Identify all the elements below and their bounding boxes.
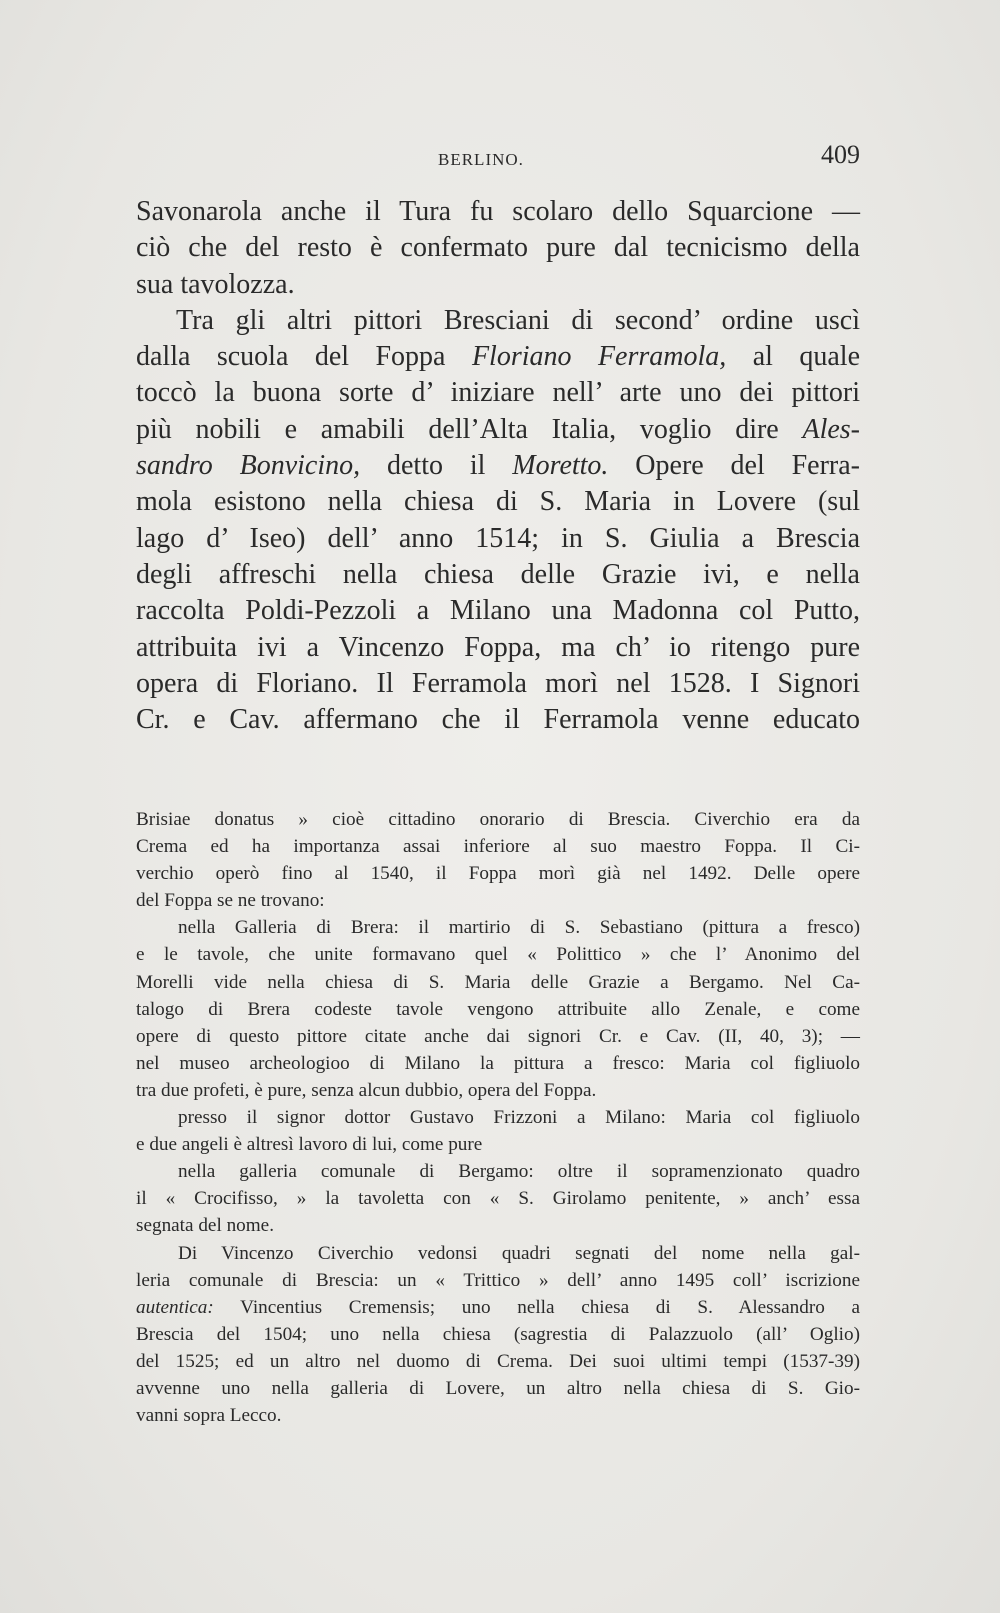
- text-line: ciò che del resto è confermato pure dal tecnicismo della: [136, 232, 860, 264]
- footnote-line: vanni sopra Lecco.: [136, 1405, 282, 1427]
- footnote-line: nel museo archeologioo di Milano la pittura a fresco: Maria col figliuolo: [136, 1052, 860, 1074]
- footnote-line: e le tavole, che unite formavano quel « Polittico » che l’ Anonimo del: [136, 944, 860, 966]
- text-line: [136, 448, 860, 484]
- text-line: toccò la buona sorte d’ iniziare nell’ arte uno dei pittori: [136, 377, 860, 409]
- footnote-line: nella galleria comunale di Bergamo: oltre il sopramenzionato quadro: [178, 1161, 860, 1183]
- footnote-line: tra due profeti, è pure, senza alcun dubbio, opera del Foppa.: [136, 1079, 597, 1101]
- text-line: attribuita ivi a Vincenzo Foppa, ma ch’ io ritengo pure: [136, 631, 860, 663]
- running-head: BERLINO.: [438, 150, 524, 169]
- footnote-para-1: [136, 806, 860, 914]
- painter-name-bonvicino: Ales-: [802, 413, 860, 445]
- footnote-line: [136, 1294, 860, 1321]
- footnotes: [136, 806, 860, 1429]
- text-line: Tra gli altri pittori Bresciani di second’ ordine uscì: [176, 304, 860, 336]
- footnote-line: del Foppa se ne trovano:: [136, 890, 325, 912]
- footnote-line: presso il signor dottor Gustavo Frizzoni a Milano: Maria col figliuolo: [178, 1107, 860, 1129]
- text-line: [136, 339, 860, 375]
- footnote-line: talogo di Brera codeste tavole vengono attribuite allo Zenale, e come: [136, 998, 860, 1020]
- main-text: [136, 194, 860, 738]
- footnote-line: leria comunale di Brescia: un « Trittico » dell’ anno 1495 coll’ iscrizione: [136, 1269, 860, 1291]
- text-line: [136, 412, 860, 448]
- text-span: al quale: [726, 341, 860, 373]
- text-line: Cr. e Cav. affermano che il Ferramola venne educato: [136, 704, 860, 736]
- footnote-line: verchio operò fino al 1540, il Foppa morì già nel 1492. Delle opere: [136, 863, 860, 885]
- text-span: dalla scuola del Foppa: [136, 341, 472, 373]
- paragraph-2: [136, 303, 860, 739]
- text-span: detto il: [360, 450, 513, 482]
- text-line: Savonarola anche il Tura fu scolaro dello Squarcione —: [136, 196, 860, 227]
- footnote-line: Brisiae donatus » cioè cittadino onorario di Brescia. Civerchio era da: [136, 809, 860, 830]
- footnote-line: Brescia del 1504; uno nella chiesa (sagrestia di Palazzuolo (all’ Oglio): [136, 1323, 860, 1345]
- text-line: raccolta Poldi-Pezzoli a Milano una Madonna col Putto,: [136, 595, 860, 627]
- page-number: 409: [821, 140, 860, 169]
- footnote-para-3: [136, 1104, 860, 1158]
- painter-name-bonvicino-cont: sandro Bonvicino,: [136, 450, 361, 482]
- footnote-line: segnata del nome.: [136, 1215, 274, 1237]
- text-span: Vincentius Cremensis; uno nella chiesa di S. Alessandro a: [213, 1296, 860, 1318]
- footnote-line: del 1525; ed un altro nel duomo di Crema. Dei suoi ultimi tempi (1537-39): [136, 1350, 860, 1372]
- text-line: opera di Floriano. Il Ferramola morì nel 1528. I Signori: [136, 667, 860, 699]
- text-line: sua tavolozza.: [136, 268, 295, 300]
- italic-term: autentica:: [136, 1296, 214, 1318]
- text-span: Opere del Ferra-: [608, 450, 861, 482]
- text-span: più nobili e amabili dell’Alta Italia, voglio dire: [136, 413, 803, 445]
- footnote-line: e due angeli è altresì lavoro di lui, come pure: [136, 1134, 483, 1156]
- text-line: mola esistono nella chiesa di S. Maria in Lovere (sul: [136, 486, 860, 518]
- text-line: lago d’ Iseo) dell’ anno 1514; in S. Giulia a Brescia: [136, 522, 860, 554]
- footnote-line: Morelli vide nella chiesa di S. Maria delle Grazie a Bergamo. Nel Ca-: [136, 971, 860, 993]
- footnote-line: Di Vincenzo Civerchio vedonsi quadri segnati del nome nella gal-: [178, 1242, 860, 1264]
- painter-name-ferramola: Floriano Ferramola,: [471, 341, 727, 373]
- page-header: [136, 140, 860, 180]
- footnote-para-4: [136, 1158, 860, 1239]
- footnote-line: avvenne uno nella galleria di Lovere, un altro nella chiesa di S. Gio-: [136, 1377, 860, 1399]
- footnote-line: Crema ed ha importanza assai inferiore al suo maestro Foppa. Il Ci-: [136, 836, 860, 858]
- footnote-para-5: [136, 1240, 860, 1430]
- text-line: degli affreschi nella chiesa delle Grazie ivi, e nella: [136, 558, 860, 590]
- footnote-para-2: [136, 914, 860, 1104]
- footnote-line: il « Crocifisso, » la tavoletta con « S. Girolamo penitente, » anch’ essa: [136, 1188, 860, 1210]
- paragraph-1: [136, 194, 860, 303]
- footnote-line: nella Galleria di Brera: il martirio di S. Sebastiano (pittura a fresco): [178, 917, 860, 939]
- footnote-line: opere di questo pittore citate anche dai signori Cr. e Cav. (II, 40, 3); —: [136, 1025, 860, 1047]
- painter-name-moretto: Moretto.: [512, 450, 609, 482]
